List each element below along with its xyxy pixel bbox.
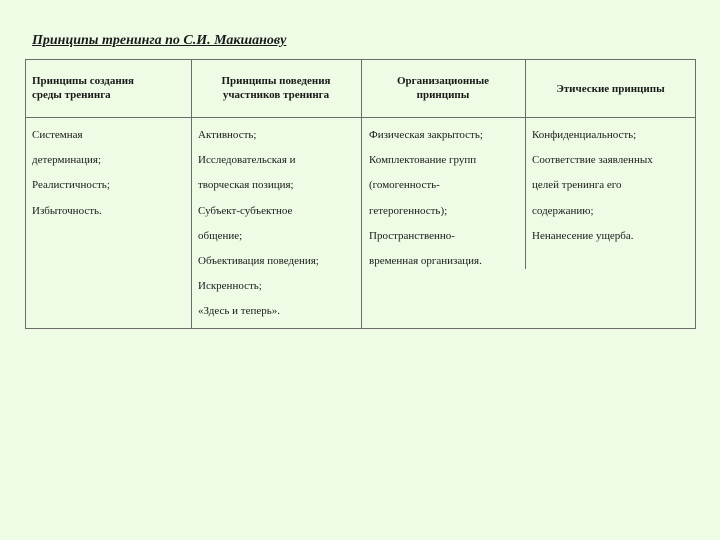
table-cell: общение; bbox=[198, 229, 243, 242]
table-cell: Субъект-субъектное bbox=[198, 204, 293, 217]
header-line: Принципы поведения bbox=[221, 75, 331, 87]
table-cell: временная организация. bbox=[369, 254, 482, 267]
table-cell: творческая позиция; bbox=[198, 179, 294, 192]
table-cell: Объективация поведения; bbox=[198, 254, 319, 267]
table-cell: целей тренинга его bbox=[532, 179, 622, 192]
table-cell: детерминация; bbox=[32, 154, 102, 167]
table-cell: (гомогенность- bbox=[369, 179, 440, 192]
column-behavior-principles bbox=[198, 123, 319, 325]
table-cell: Ненанесение ущерба. bbox=[532, 229, 634, 242]
header-line: Этические принципы bbox=[556, 83, 665, 95]
header-line: участников тренинга bbox=[222, 89, 330, 101]
table-cell: Пространственно- bbox=[369, 229, 455, 242]
table-cell: Соответствие заявленных bbox=[532, 154, 653, 167]
header-line: Организационные bbox=[396, 75, 490, 87]
table-cell: Комплектование групп bbox=[369, 154, 477, 167]
table-cell: Активность; bbox=[198, 129, 257, 141]
column-environment-principles bbox=[32, 123, 110, 224]
header-environment-principles bbox=[32, 74, 134, 102]
table-cell: «Здесь и теперь». bbox=[198, 305, 281, 318]
header-line: среды тренинга bbox=[32, 89, 111, 101]
table-cell: гетерогенность); bbox=[369, 204, 448, 217]
header-line: принципы bbox=[416, 89, 470, 101]
header-line: Принципы создания bbox=[32, 75, 134, 87]
table-cell: Системная bbox=[32, 129, 83, 141]
header-behavior-principles bbox=[191, 74, 361, 102]
table-cell: Избыточность. bbox=[32, 204, 102, 217]
header-ethical-principles bbox=[525, 82, 696, 96]
header-organizational-principles bbox=[361, 74, 525, 102]
table-cell: Исследовательская и bbox=[198, 154, 296, 167]
table-cell: Искренность; bbox=[198, 280, 262, 293]
table-cell: содержанию; bbox=[532, 204, 594, 217]
table-cell: Реалистичность; bbox=[32, 179, 110, 192]
table-cell: Физическая закрытость; bbox=[369, 129, 483, 141]
slide-title: Принципы тренинга по С.И. Макшанову bbox=[32, 33, 287, 48]
column-ethical-principles bbox=[532, 123, 653, 249]
table-cell: Конфиденциальность; bbox=[532, 129, 637, 141]
column-organizational-principles bbox=[369, 123, 483, 274]
